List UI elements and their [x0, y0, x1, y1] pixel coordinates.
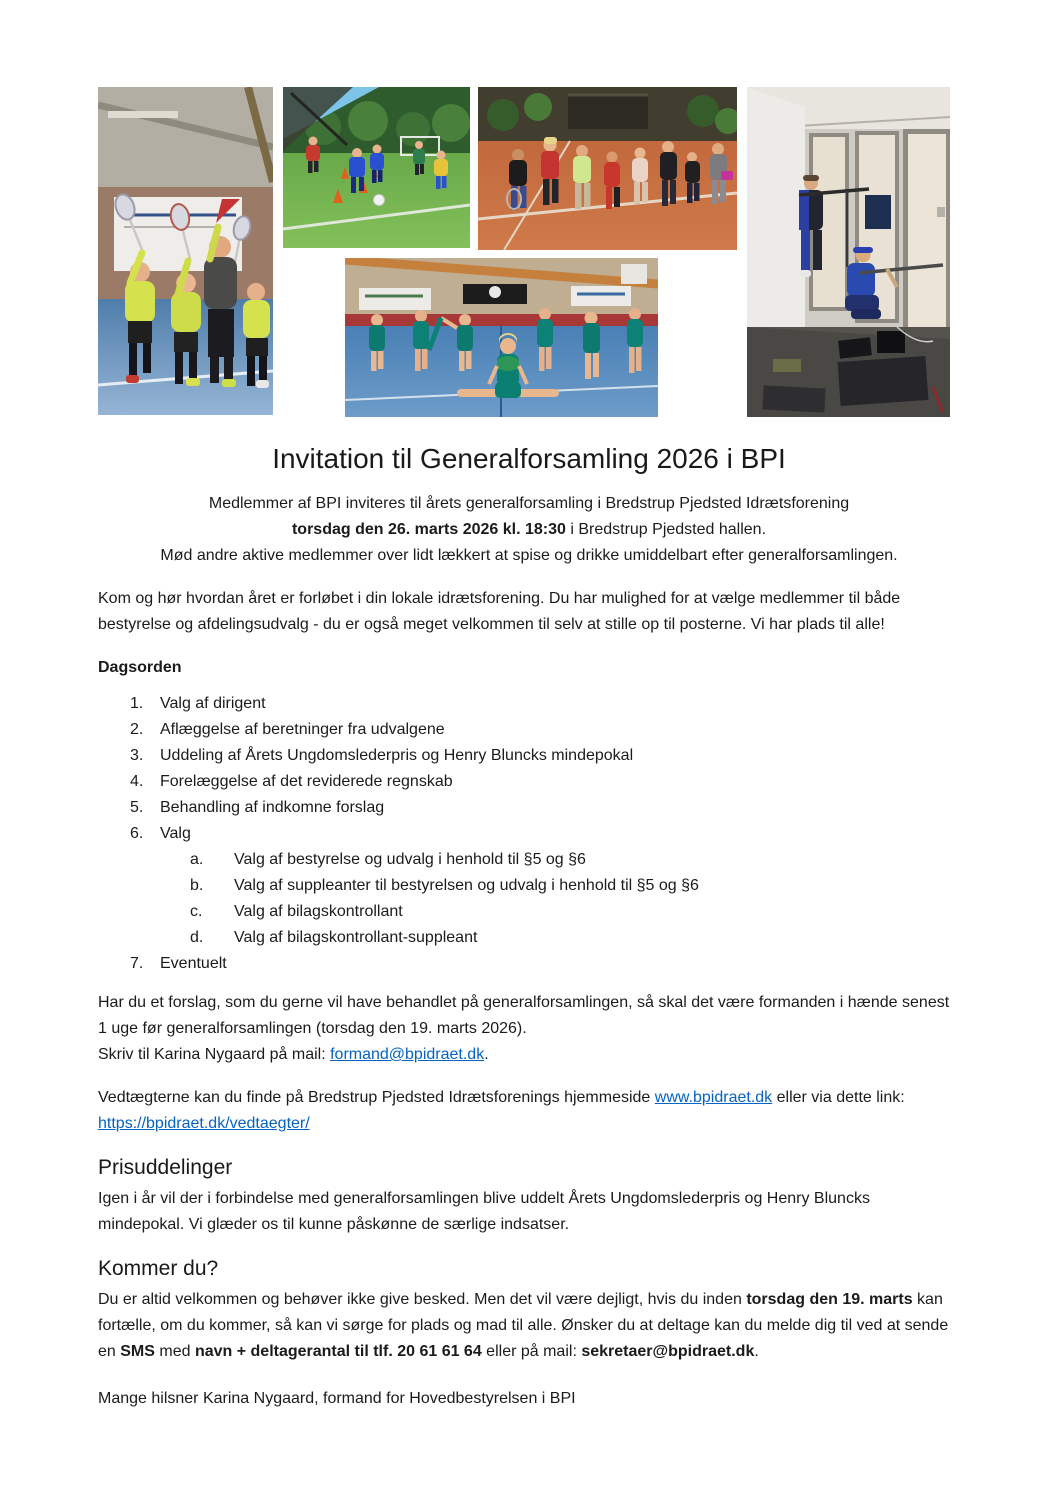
bylaws-prefix: Vedtægterne kan du finde på Bredstrup Pjedsted Idrætsforenings hjemmeside — [98, 1089, 655, 1106]
photo-collage — [0, 0, 1058, 417]
agenda-item-1: 1. Valg af dirigent — [130, 695, 266, 712]
intro-line-1: Medlemmer af BPI inviteres til årets generalforsamling i Bredstrup Pjedsted Idrætsforening — [208, 495, 850, 512]
gymnastics-photo — [345, 258, 658, 417]
agenda-item-5: 5. Behandling af indkomne forslag — [130, 799, 385, 816]
closing-signature: Mange hilsner Karina Nygaard, formand for Hovedbestyrelsen i BPI — [98, 1390, 576, 1407]
agenda-item-7: 7. Eventuelt — [130, 955, 227, 972]
intro-line-2-rest: i Bredstrup Pjedsted hallen. — [565, 521, 767, 538]
attend-seg-2: kan fortælle, om du kommer, så kan vi sørge for plads og mad til alle. Ønsker du at deltage kan du melde dig til ved at sende en — [98, 1291, 949, 1360]
badminton-photo-graphic — [98, 87, 273, 415]
agenda-item-6: 6. Valg — [130, 825, 191, 842]
website-link[interactable]: www.bpidraet.dk — [654, 1089, 773, 1106]
document-body — [98, 435, 960, 1412]
gymnastics-photo-graphic — [345, 258, 658, 417]
agenda-item-6c: c. Valg af bilagskontrollant — [190, 903, 403, 920]
bylaws-paragraph — [98, 1085, 960, 1137]
agenda-item-6b: b. Valg af suppleanter til bestyrelsen og udvalg i henhold til §5 og §6 — [190, 877, 699, 894]
agenda-item-4: 4. Forelæggelse af det reviderede regnskab — [130, 773, 453, 790]
bylaws-url-link[interactable]: https://bpidraet.dk/vedtaegter/ — [98, 1115, 310, 1132]
proposal-contact-prefix: Skriv til Karina Nygaard på mail: — [98, 1046, 331, 1063]
awards-heading: Prisuddelinger — [98, 1156, 233, 1179]
soccer-photo — [283, 87, 470, 248]
shooting-range-photo — [747, 87, 950, 417]
attend-paragraph — [98, 1287, 960, 1365]
intro-line-3: Mød andre aktive medlemmer over lidt lækkert at spise og drikke umiddelbart efter generalforsamlingen. — [160, 547, 898, 564]
proposal-text: Har du et forslag, som du gerne vil have behandlet på generalforsamlingen, så skal det være formanden i hænde senest 1 uge før generalforsamlingen (torsdag den 19. marts 2026). — [98, 994, 950, 1037]
attend-seg-5: . — [754, 1343, 759, 1360]
tennis-court-photo-graphic — [478, 87, 737, 250]
agenda-item-3: 3. Uddeling af Årets Ungdomslederpris og Henry Bluncks mindepokal — [130, 747, 634, 764]
attend-email-bold: sekretaer@bpidraet.dk — [581, 1343, 755, 1360]
intro-line-2 — [98, 517, 960, 543]
agenda-heading: Dagsorden — [98, 659, 182, 676]
page-title: Invitation til Generalforsamling 2026 i BPI — [272, 443, 786, 474]
soccer-photo-graphic — [283, 87, 470, 248]
attend-sms-bold: SMS — [120, 1343, 155, 1360]
awards-paragraph: Igen i år vil der i forbindelse med generalforsamlingen blive uddelt Årets Ungdomslederpris og Henry Bluncks mindepokal. Vi glæder os til kunne påskønne de særlige indsatser. — [98, 1190, 870, 1233]
shooting-range-photo-graphic — [747, 87, 950, 417]
welcome-paragraph: Kom og hør hvordan året er forløbet i din lokale idrætsforening. Du har mulighed for at vælge medlemmer til både bestyrelse og afdelingsudvalg - du er også meget velkommen til selv at stille op til posterne. Vi har plads til alle! — [98, 590, 901, 633]
attend-seg-1: Du er altid velkommen og behøver ikke give besked. Men det vil være dejligt, hvis du inden — [98, 1291, 747, 1308]
attend-seg-4: eller på mail: — [481, 1343, 582, 1360]
attend-phone-bold: navn + deltagerantal til tlf. 20 61 61 64 — [194, 1343, 482, 1360]
formand-email-link[interactable]: formand@bpidraet.dk — [330, 1046, 485, 1063]
agenda-list — [98, 691, 960, 977]
attend-heading: Kommer du? — [98, 1257, 219, 1280]
agenda-item-6a: a. Valg af bestyrelse og udvalg i henhold til §5 og §6 — [190, 851, 586, 868]
bylaws-middle: eller via dette link: — [772, 1089, 905, 1106]
agenda-item-6d: d. Valg af bilagskontrollant-suppleant — [190, 929, 478, 946]
proposal-paragraph — [98, 990, 960, 1068]
agenda-item-2: 2. Aflæggelse af beretninger fra udvalgene — [130, 721, 445, 738]
tennis-court-photo — [478, 87, 737, 250]
intro-block — [98, 491, 960, 569]
badminton-photo — [98, 87, 273, 415]
attend-deadline-bold: torsdag den 19. marts — [746, 1291, 913, 1308]
intro-date-bold: torsdag den 26. marts 2026 kl. 18:30 — [291, 521, 566, 538]
attend-seg-3: med — [154, 1343, 195, 1360]
proposal-contact-suffix: . — [484, 1046, 489, 1063]
